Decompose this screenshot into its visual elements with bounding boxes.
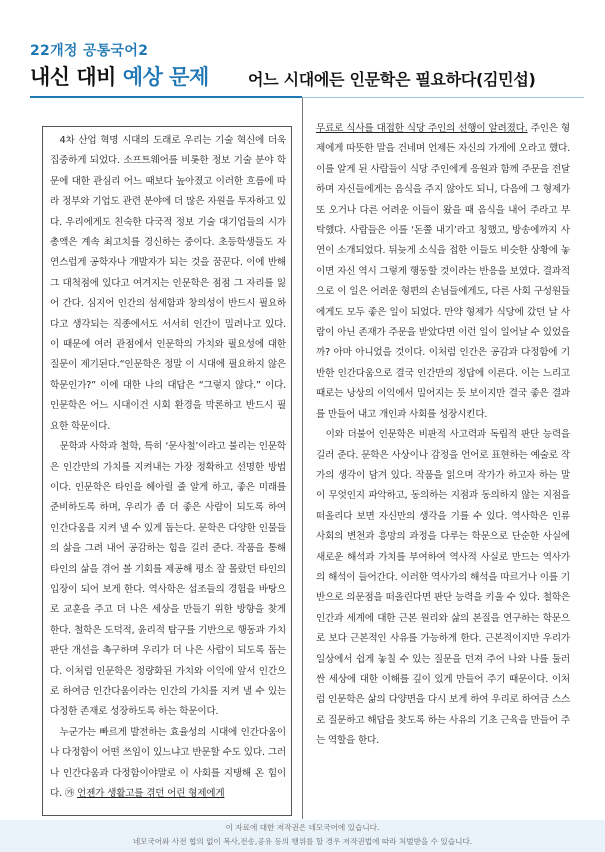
column-divider bbox=[302, 98, 303, 819]
passage-paragraph bbox=[50, 723, 286, 805]
underlined-passage-a: 언젠가 생활고를 겪던 어린 형제에게 bbox=[77, 788, 225, 799]
copyright-warning: 네모국어와 사전 협의 없이 복사,전송,공유 등의 행위를 할 경우 저작권법에 따라 처벌받을 수 있습니다. bbox=[132, 837, 473, 846]
work-title: 어느 시대에든 인문학은 필요하다(김민섭) bbox=[248, 70, 536, 89]
page-title bbox=[30, 61, 209, 91]
paragraph-text: 주인은 형제에게 따뜻한 말을 건네며 언제든 자신의 가게에 오라고 했다. 이를 알게 된 사람들이 식당 주인에게 응원과 함께 주문을 전달하며 자신들에게는 음식을 주지 않아도 되니, 다음에 그 형제가 또 오거나 다른 어려운 이들이 왔을 때 음식을 내어 주라고 부탁했다. 사람들은 이를 ‘돈쭐 내기’라고 칭했고, 방송에까지 사연이 소개되었다. 뒤늦게 소식을 접한 이들도 비슷한 상황에 놓이면 자신 역시 그렇게 행동할 것이라는 반응을 보였다. 결과적으로 이 일은 어려운 형편의 손님들에게도, 다른 사회 구성원들에게도 모두 좋은 일이 되었다. 만약 형제가 식당에 갔던 날 사람이 아닌 존재가 주문을 받았다면 이런 일이 일어날 수 있었을까? 아마 아니었을 것이다. 이처럼 인간은 공감과 다정함에 기반한 인간다움으로 결국 인간만의 정답에 이른다. 이는 느리고 때로는 낭상의 이익에서 밀어지는 듯 보이지만 결국 좋은 결과를 만들어 내고 개인과 사회를 성장시킨다. bbox=[316, 123, 570, 420]
copyright-notice: 이 자료에 대한 저작권은 네모국어에 있습니다. bbox=[225, 823, 380, 832]
passage-paragraph bbox=[316, 119, 570, 425]
passage-left-column bbox=[50, 131, 286, 804]
exam-subtitle: 22개정 공통국어2 bbox=[30, 43, 149, 59]
passage-paragraph: 이와 더불어 인문학은 비판적 사고력과 독립적 판단 능력을 길러 준다. 문학은 사상이나 감정을 언어로 표현하는 예술로 작가의 생각이 담겨 있다. 작품을 읽으며 작가가 하고자 하는 말이 무엇인지 파악하고, 동의하는 지점과 동의하지 않는 지점을 떠올리다 보면 자신만의 생각을 기를 수 있다. 역사학은 인류 사회의 변천과 흥망의 과정을 다루는 학문으로 단순한 사실에 새로운 해석과 가치를 부여하여 역사적 사실로 만드는 역사가의 해석이 들어간다. 이러한 역사가의 해석을 따르거나 이를 기반으로 의문점을 떠올린다면 판단 능력을 키울 수 있다. 철학은 인간과 세계에 대한 근본 원리와 삶의 본질을 연구하는 학문으로 보다 근본적인 사유를 가능하게 한다. 근본적이지만 우리가 일상에서 쉽게 놓칠 수 있는 질문을 던져 주어 나와 나를 둘러싼 세상에 대한 이해를 깊이 있게 만들어 주기 때문이다. 이처럼 인문학은 삶의 다양면을 다시 보게 하여 우리로 하여금 스스로 질문하고 해답을 찾도록 하는 사유의 기초 근육을 만들어 주는 역할을 한다. bbox=[316, 429, 570, 747]
title-highlight: 예상 문제 bbox=[122, 65, 209, 89]
paragraph-text: 누군가는 빠르게 발전하는 효율성의 시대에 인간다움이나 다정함이 어떤 쓰임이 있느냐고 반문할 수도 있다. 그러나 인간다움과 다정함이야말로 이 사회를 지탱해 온 힘이다. ㉮ bbox=[50, 726, 286, 799]
passage-paragraph: 문학과 사학과 철학, 특히 ‘문사철’이라고 불리는 인문학은 인간만의 가치를 지켜내는 가장 정확하고 선명한 방법이다. 인문학은 타인을 헤아릴 줄 알게 하고, 좋은 미래를 준비하도록 하며, 우리가 좀 더 좋은 사람이 되도록 하여 인간다움을 지켜 낼 수 있게 돕는다. 문학은 다양한 인물들의 삶을 그려 내어 공감하는 힘을 길러 준다. 작품을 통해 타인의 삶을 겪어 볼 기회를 제공해 평소 잘 몰랐던 타인의 입장이 되어 보게 한다. 역사학은 섭조들의 경험을 바탕으로 교훈을 주고 더 나은 세상을 만들기 위한 방향을 찾게 한다. 철학은 도덕적, 윤리적 탐구를 기반으로 행동과 가치 판단 개선을 촉구하며 우리가 더 나은 사람이 되도록 돕는다. 이처럼 인문학은 정량화된 가치와 이익에 앞서 인간으로 하여금 인간다움이라는 인간의 가치를 지켜 낼 수 있는 다정한 존재로 성장하도록 하는 학문이다. bbox=[50, 441, 286, 718]
header-rule-right bbox=[302, 97, 584, 98]
header-rule-left bbox=[30, 96, 302, 98]
underlined-passage-a-continued: 무료로 식사를 대접한 식당 주인의 선행이 알려졌다. bbox=[316, 123, 528, 134]
title-text: 내신 대비 bbox=[30, 65, 123, 89]
passage-right-column bbox=[316, 119, 570, 752]
passage-paragraph: 4차 산업 혁명 시대의 도래로 우리는 기술 혁신에 더욱 집중하게 되었다. 소프트웨어를 비롯한 정보 기술 분야 학문에 대한 관심리 어느 때보다 높아졌고 이러한 흐름에 따라 정부와 기업도 관련 분야에 더 많은 자원을 투자하고 있다. 우리에게도 친숙한 다국적 정보 기술 대기업들의 시가 총액은 계속 최고치를 경신하는 중이다. 초등학생들도 자연스럽게 공학자나 개발자가 되는 것을 꿈꾼다. 이에 반해 그 대척점에 있다고 여겨지는 인문학은 점점 그 자리를 잃어 간다. 심지어 인간의 섬세함과 창의성이 반드시 필요하다고 생각되는 직종에서도 서서히 인간이 밀려나고 있다. 이 때문에 여러 관점에서 인문학의 가치와 필요성에 대한 질문이 제기된다.“인문학은 정말 이 시대에 필요하지 않은 학문인가?” 이에 대한 나의 대답은 “그렇지 않다.” 이다. 인문학은 어느 시대이건 시회 환경을 막론하고 반드시 필요한 학문이다. bbox=[50, 135, 286, 432]
